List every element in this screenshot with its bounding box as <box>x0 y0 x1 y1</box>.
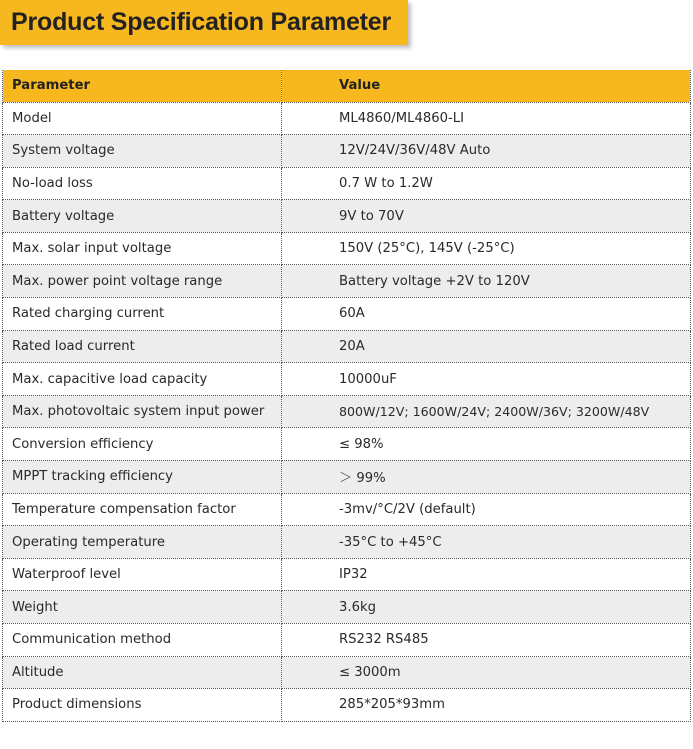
value-cell: ＞ 99% <box>282 461 691 494</box>
value-cell: 60A <box>282 298 691 331</box>
table-row <box>3 624 691 657</box>
value-cell: 3.6kg <box>282 591 691 624</box>
table-row <box>3 363 691 396</box>
table-body <box>3 102 691 721</box>
parameter-cell: Max. capacitive load capacity <box>3 363 282 396</box>
table-row <box>3 461 691 494</box>
parameter-cell: Weight <box>3 591 282 624</box>
value-cell: ML4860/ML4860-LI <box>282 102 691 135</box>
value-cell: ≤ 3000m <box>282 656 691 689</box>
parameter-cell: No-load loss <box>3 167 282 200</box>
value-cell: -3mv/°C/2V (default) <box>282 493 691 526</box>
parameter-cell: Battery voltage <box>3 200 282 233</box>
table-header-row <box>3 70 691 102</box>
spec-table <box>2 70 691 722</box>
parameter-cell: Max. photovoltaic system input power <box>3 395 282 428</box>
value-cell: 20A <box>282 330 691 363</box>
parameter-cell: Altitude <box>3 656 282 689</box>
header-value: Value <box>282 70 691 102</box>
parameter-cell: System voltage <box>3 135 282 168</box>
header-parameter: Parameter <box>3 70 282 102</box>
parameter-cell: Max. power point voltage range <box>3 265 282 298</box>
value-cell: 800W/12V; 1600W/24V; 2400W/36V; 3200W/48V <box>282 395 691 428</box>
table-row <box>3 395 691 428</box>
parameter-cell: Rated charging current <box>3 298 282 331</box>
table-row <box>3 591 691 624</box>
table-row <box>3 232 691 265</box>
parameter-cell: Rated load current <box>3 330 282 363</box>
table-row <box>3 167 691 200</box>
value-cell: ≤ 98% <box>282 428 691 461</box>
table-row <box>3 656 691 689</box>
table-row <box>3 428 691 461</box>
table-row <box>3 200 691 233</box>
parameter-cell: Model <box>3 102 282 135</box>
parameter-cell: Temperature compensation factor <box>3 493 282 526</box>
table-row <box>3 558 691 591</box>
value-cell: Battery voltage +2V to 120V <box>282 265 691 298</box>
page-title: Product Specification Parameter <box>11 8 392 36</box>
value-cell: IP32 <box>282 558 691 591</box>
value-cell: RS232 RS485 <box>282 624 691 657</box>
table-row <box>3 330 691 363</box>
parameter-cell: MPPT tracking efficiency <box>3 461 282 494</box>
parameter-cell: Max. solar input voltage <box>3 232 282 265</box>
table-row <box>3 298 691 331</box>
value-cell: 150V (25°C), 145V (-25°C) <box>282 232 691 265</box>
parameter-cell: Waterproof level <box>3 558 282 591</box>
table-row <box>3 102 691 135</box>
title-banner <box>0 0 408 45</box>
parameter-cell: Product dimensions <box>3 689 282 722</box>
value-cell: 12V/24V/36V/48V Auto <box>282 135 691 168</box>
parameter-cell: Communication method <box>3 624 282 657</box>
table-row <box>3 135 691 168</box>
table-row <box>3 265 691 298</box>
value-cell: -35°C to +45°C <box>282 526 691 559</box>
value-cell: 0.7 W to 1.2W <box>282 167 691 200</box>
value-cell: 10000uF <box>282 363 691 396</box>
parameter-cell: Conversion efficiency <box>3 428 282 461</box>
table-row <box>3 689 691 722</box>
table-row <box>3 526 691 559</box>
parameter-cell: Operating temperature <box>3 526 282 559</box>
table-row <box>3 493 691 526</box>
value-cell: 9V to 70V <box>282 200 691 233</box>
value-cell: 285*205*93mm <box>282 689 691 722</box>
